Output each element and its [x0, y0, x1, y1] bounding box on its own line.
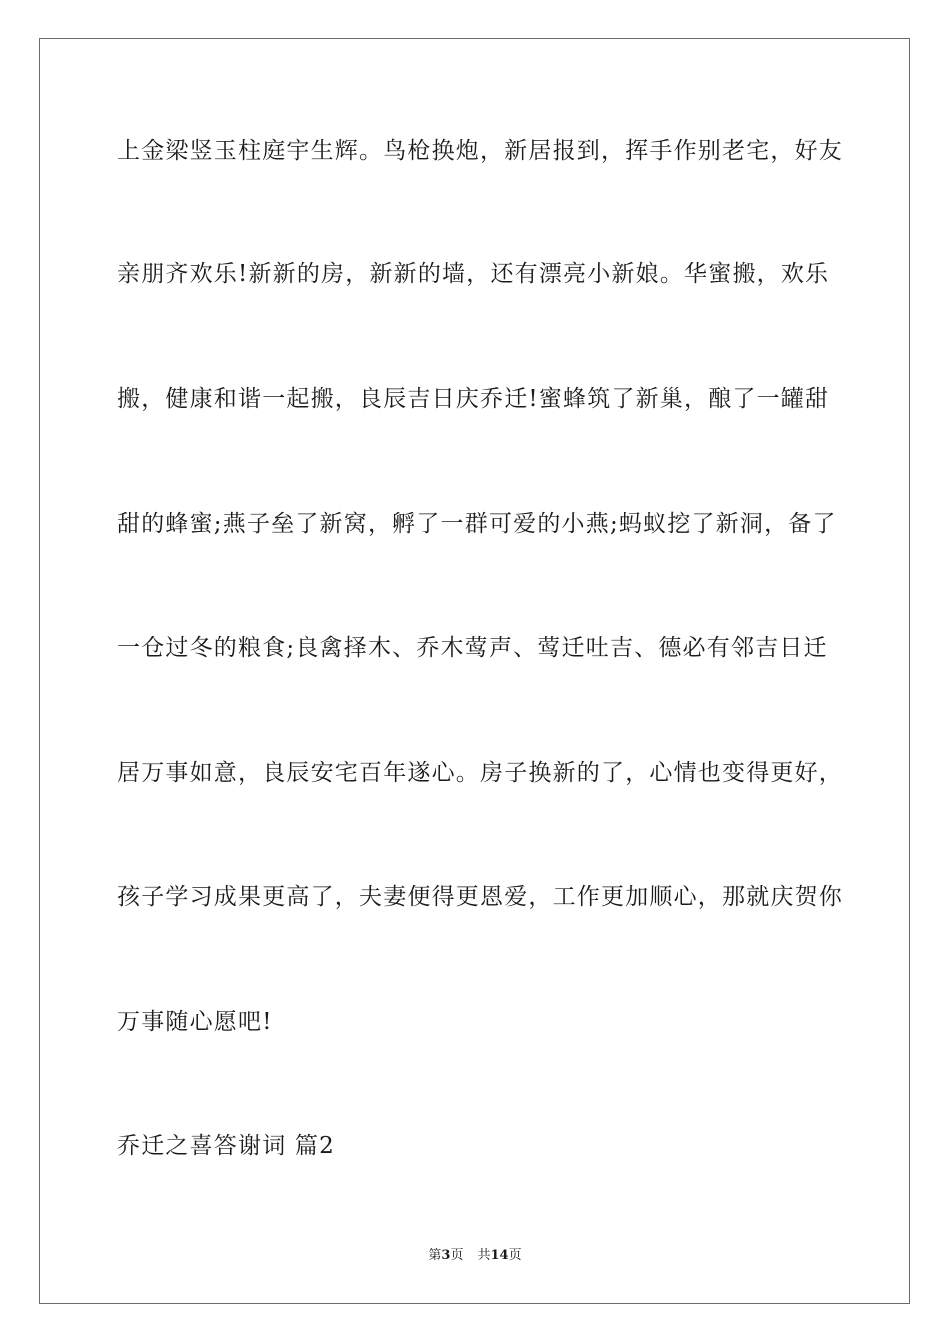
page-suffix: 页 — [450, 1248, 464, 1263]
total-pages: 14 — [490, 1248, 509, 1263]
section-heading: 乔迁之喜答谢词 篇2 — [117, 1133, 335, 1159]
paragraph-line-8: 万事随心愿吧! — [117, 1009, 273, 1035]
paragraph-line-3: 搬，健康和谐一起搬，良辰吉日庆乔迁!蜜蜂筑了新巢，酿了一罐甜 — [117, 386, 830, 412]
paragraph-line-6: 居万事如意，良辰安宅百年遂心。房子换新的了，心情也变得更好， — [117, 760, 843, 786]
paragraph-line-5: 一仓过冬的粮食;良禽择木、乔木莺声、莺迁吐吉、德必有邻吉日迁 — [117, 635, 828, 661]
paragraph-line-2: 亲朋齐欢乐!新新的房，新新的墙，还有漂亮小新娘。华蜜搬，欢乐 — [117, 261, 830, 287]
paragraph-line-4: 甜的蜂蜜;燕子垒了新窝，孵了一群可爱的小燕;蚂蚁挖了新洞，备了 — [117, 511, 837, 537]
paragraph-line-7: 孩子学习成果更高了，夫妻便得更恩爱，工作更加顺心，那就庆贺你 — [117, 884, 843, 910]
page-prefix: 第 — [428, 1248, 442, 1263]
page-frame — [39, 38, 910, 1304]
paragraph-line-1: 上金梁竖玉柱庭宇生辉。鸟枪换炮，新居报到，挥手作别老宅，好友 — [117, 138, 843, 164]
total-prefix: 共 — [477, 1248, 491, 1263]
total-suffix: 页 — [508, 1248, 522, 1263]
page-footer — [0, 1247, 950, 1265]
page-number: 3 — [441, 1248, 451, 1263]
